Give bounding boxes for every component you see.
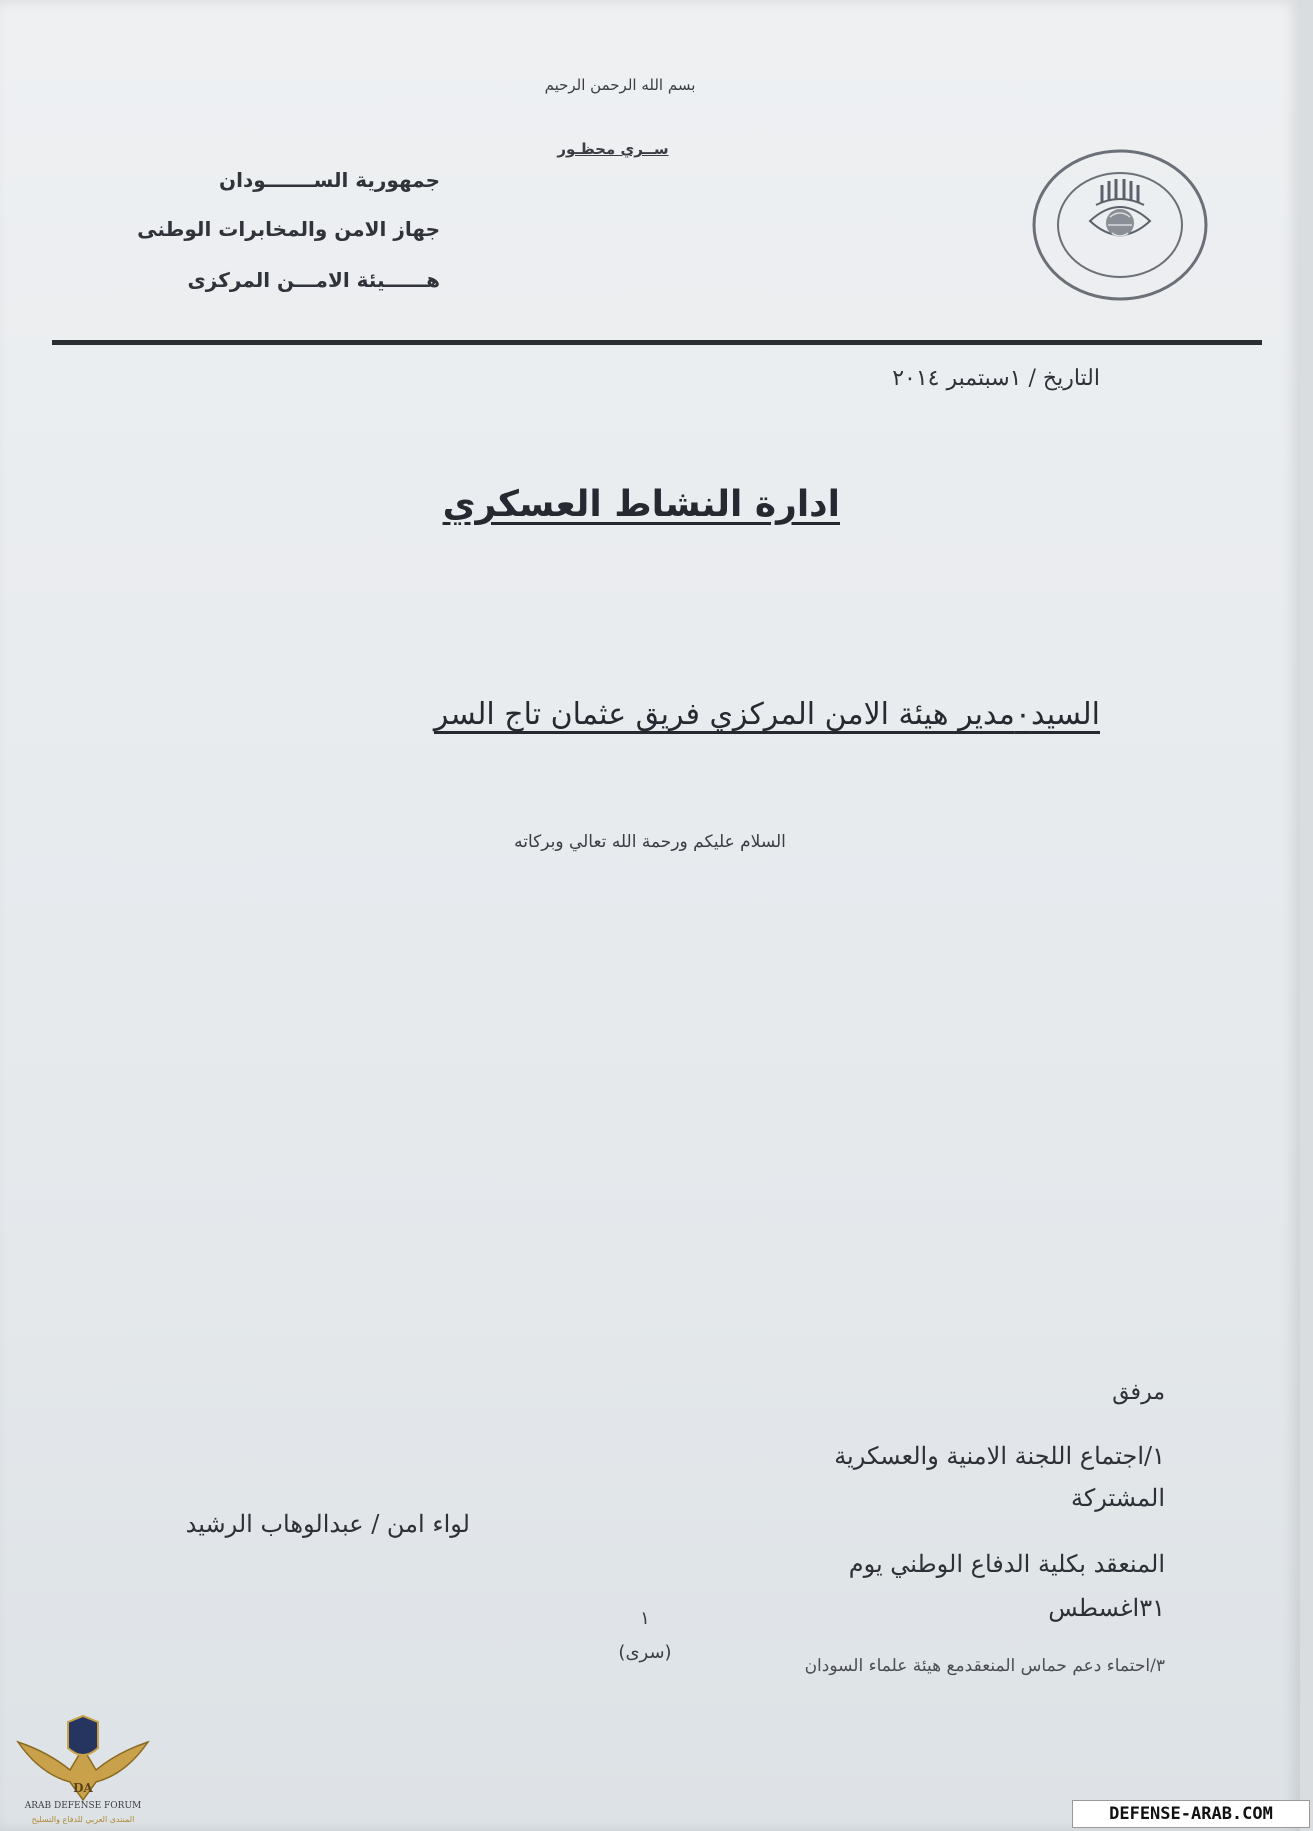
attachment-item-1-line-3: المنعقد بكلية الدفاع الوطني يوم <box>848 1550 1165 1578</box>
addressee: السيد٠مدير هيئة الامن المركزي فريق عثمان تاج السر <box>433 697 1100 732</box>
site-watermark: DEFENSE-ARAB.COM <box>1072 1800 1310 1828</box>
attachment-item-1-line-4: ٣١اغسطس <box>1048 1594 1165 1622</box>
agency-seal-icon <box>1030 145 1210 305</box>
svg-text:DA: DA <box>73 1781 93 1795</box>
header-agency: جهاز الامن والمخابرات الوطنى <box>137 217 440 241</box>
document-title: ادارة النشاط العسكري <box>442 484 840 525</box>
greeting: السلام عليكم ورحمة الله تعالي وبركاته <box>514 832 786 852</box>
header-divider <box>52 340 1262 345</box>
basmala: بسم الله الرحمن الرحيم <box>544 76 696 94</box>
page-number: ١ <box>640 1608 650 1629</box>
forum-logo-icon <box>8 1712 158 1827</box>
svg-text:المنتدى العربي للدفاع والتسليح: المنتدى العربي للدفاع والتسليح <box>31 1815 135 1824</box>
header-division: هــــــيئة الامـــن المركزى <box>187 268 440 292</box>
svg-text:ARAB DEFENSE FORUM: ARAB DEFENSE FORUM <box>24 1801 142 1811</box>
classification-marking: ســري محظـور <box>557 140 669 158</box>
attachment-item-3: ٣/احتماء دعم حماس المنعقدمع هيئة علماء السودان <box>804 1656 1165 1676</box>
page-classification: (سرى) <box>618 1642 672 1663</box>
attachment-item-1-line-1: ١/اجتماع اللجنة الامنية والعسكرية <box>834 1442 1165 1470</box>
attachment-title: مرفق <box>1112 1380 1165 1405</box>
signature-block: لواء امن / عبدالوهاب الرشيد <box>185 1510 470 1538</box>
attachment-item-1-line-2: المشتركة <box>1070 1484 1165 1512</box>
document-date: التاريخ / ١سبتمبر ٢٠١٤ <box>892 366 1100 391</box>
header-country: جمهورية الســـــــودان <box>219 168 440 192</box>
